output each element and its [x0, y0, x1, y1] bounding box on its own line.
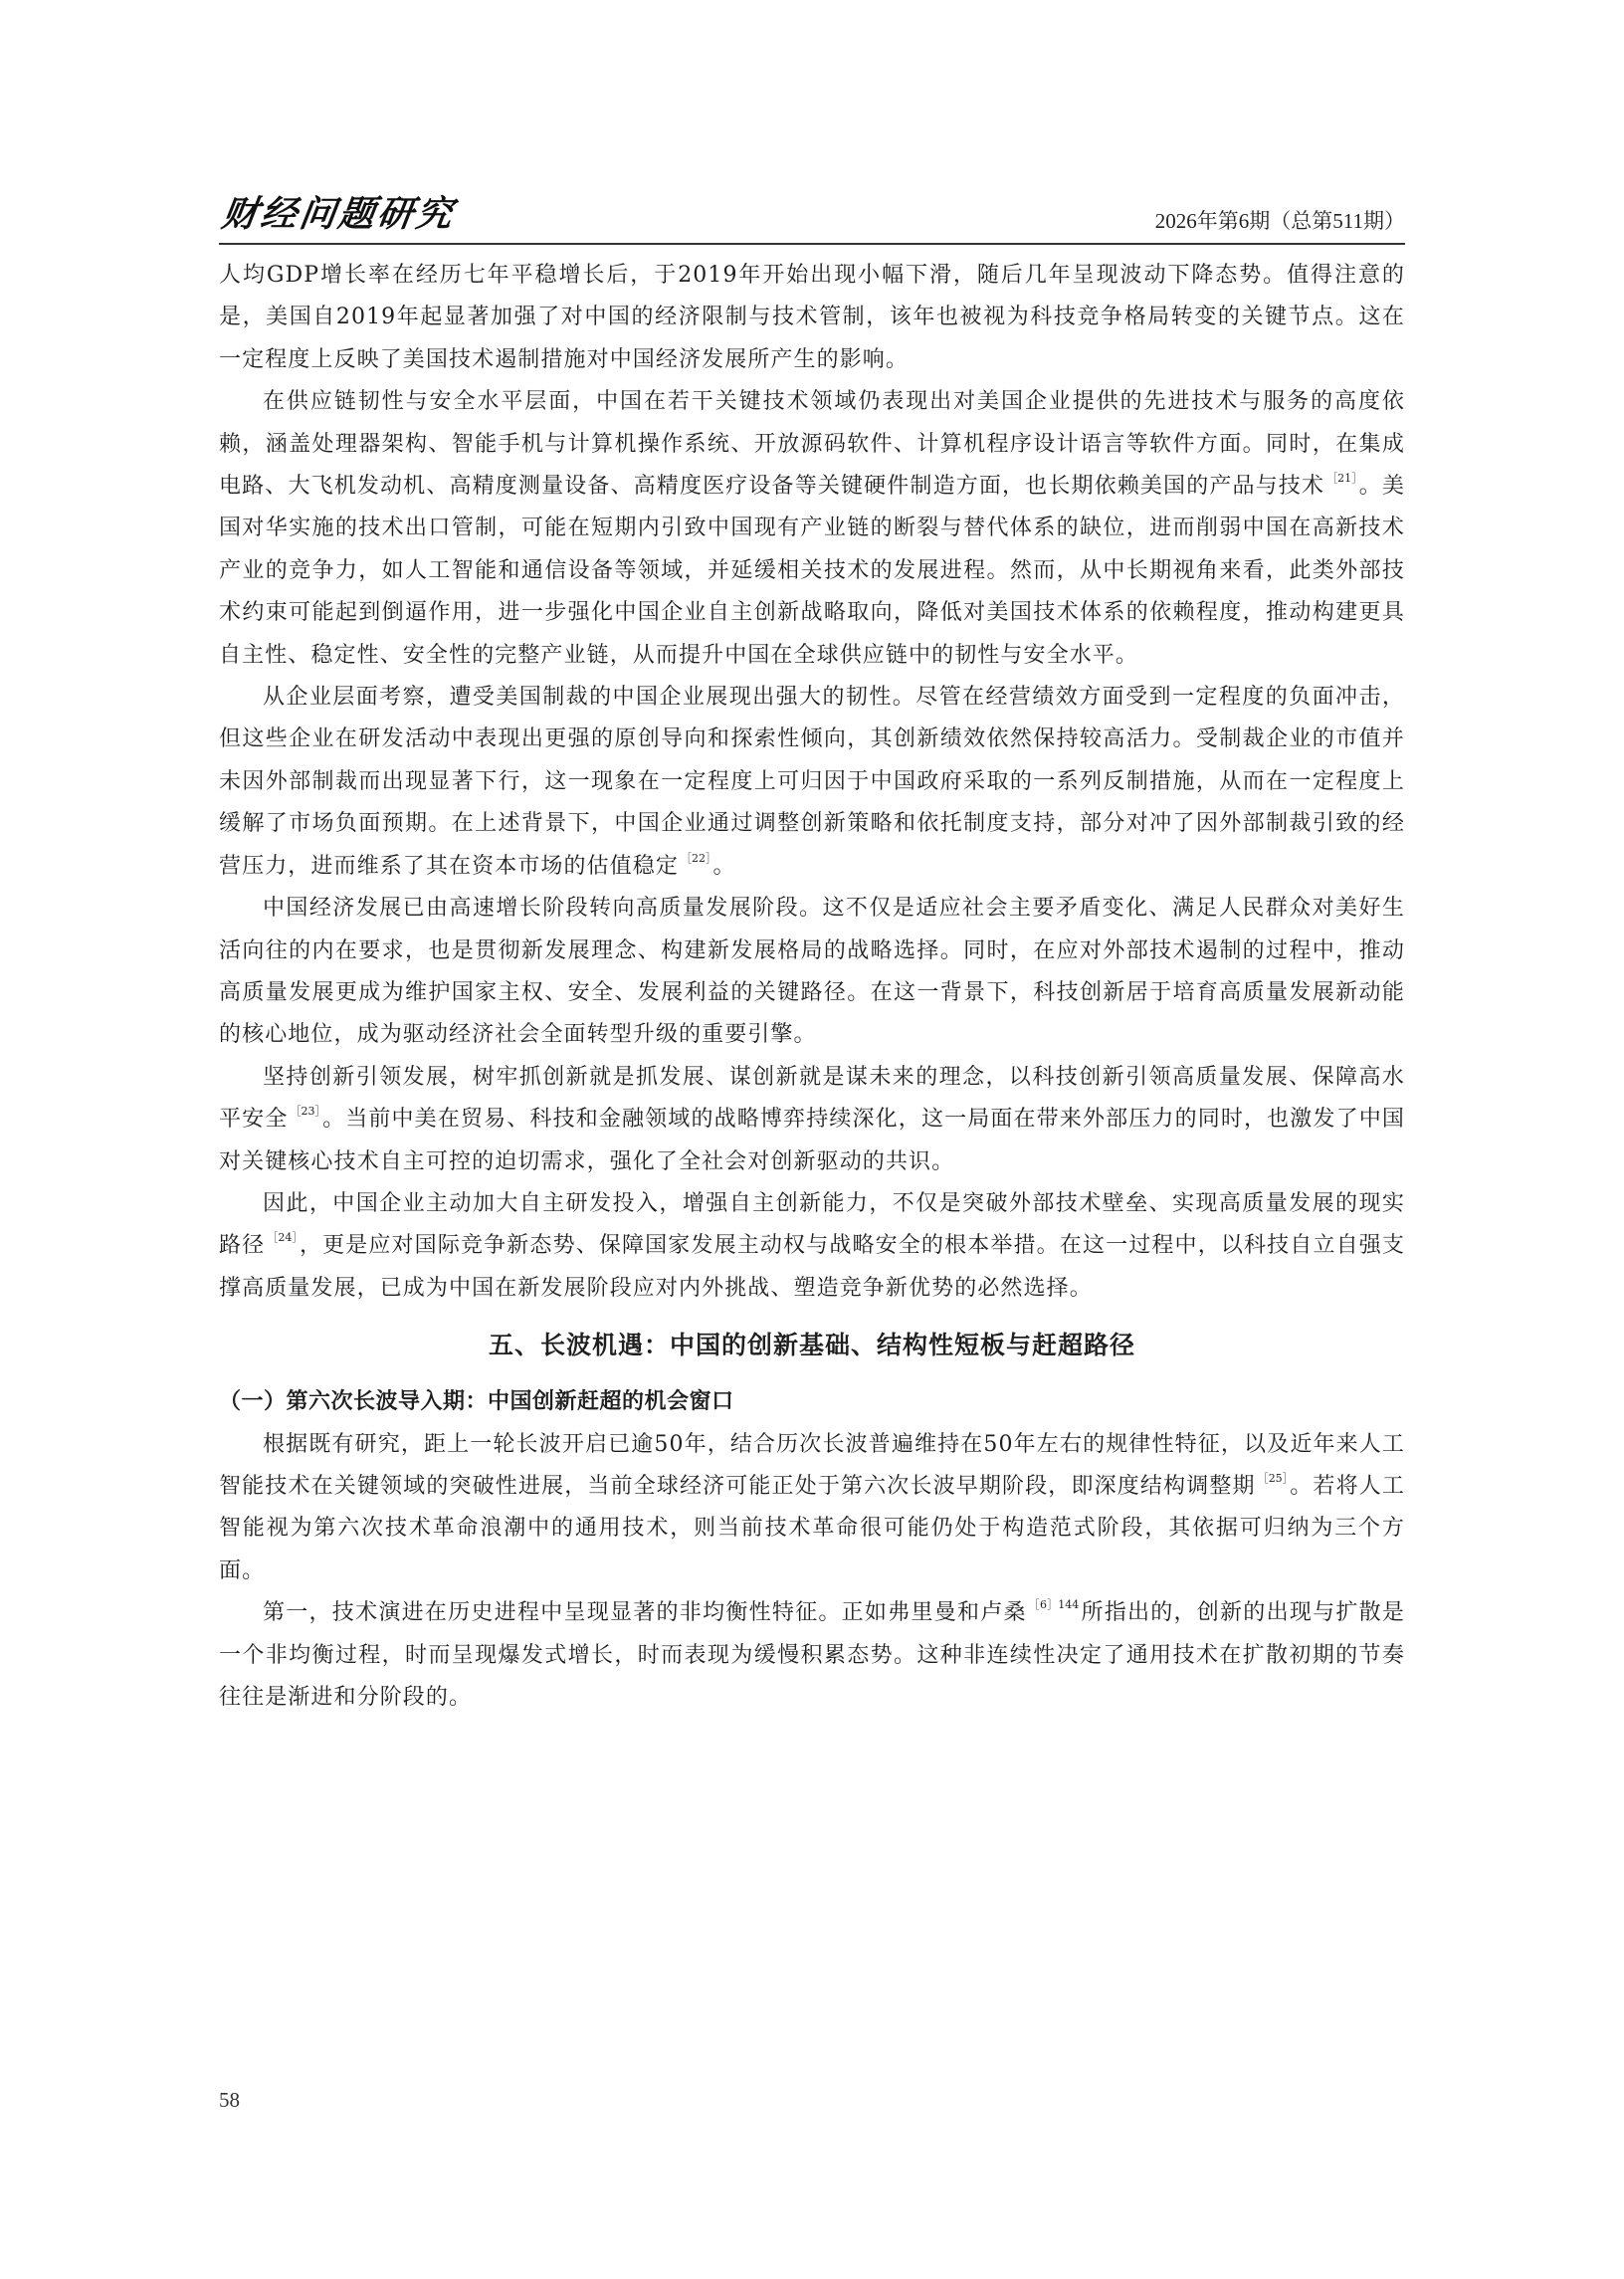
paragraph-text: 所指出的，创新的出现与扩散是一个非均衡过程，时而呈现爆发式增长，时而表现为缓慢积累态势。这种非连续性决定了通用技术在扩散初期的节奏往往是渐进和分阶段的。 [219, 1600, 1406, 1710]
paragraph-3 [219, 677, 1405, 888]
paragraph-2 [219, 381, 1405, 677]
citation-6: ［6］144 [1028, 1598, 1080, 1612]
running-header [219, 195, 1405, 243]
section-paragraph-1 [219, 1424, 1405, 1593]
citation-25: ［25］ [1257, 1471, 1289, 1485]
page-number: 58 [219, 2088, 240, 2112]
header-rule [219, 243, 1405, 245]
paragraph-text: 因此，中国企业主动加大自主研发投入，增强自主创新能力，不仅是突破外部技术壁垒、实现高质量发展的现实路径 [219, 1190, 1405, 1259]
article-body [219, 255, 1405, 1719]
paragraph-text: 坚持创新引领发展，树牢抓创新就是抓发展、谋创新就是谋未来的理念，以科技创新引领高质量发展、保障高水平安全 [219, 1064, 1405, 1133]
citation-24: ［24］ [267, 1231, 298, 1245]
paragraph-text: ，更是应对国际竞争新态势、保障国家发展主动权与战略安全的根本举措。在这一过程中，以科技自立自强支撑高质量发展，已成为中国在新发展阶段应对内外挑战、塑造竞争新优势的必然选择。 [219, 1233, 1405, 1301]
paragraph-text: 。美国对华实施的技术出口管制，可能在短期内引致中国现有产业链的断裂与替代体系的缺位，进而削弱中国在高新技术产业的竞争力，如人工智能和通信设备等领域，并延缓相关技术的发展进程。然而，从中长期视角来看，此类外部技术约束可能起到倒逼作用，进一步强化中国企业自主创新战略取向，降低对美国技术体系的依赖程度，推动构建更具自主性、稳定性、安全性的完整产业链，从而提升中国在全球供应链中的韧性与安全水平。 [219, 474, 1405, 668]
issue-info: 2026年第6期（总第511期） [1154, 209, 1405, 233]
paragraph-text: 从企业层面考察，遭受美国制裁的中国企业展现出强大的韧性。尽管在经营绩效方面受到一定程度的负面冲击，但这些企业在研发活动中表现出更强的原创导向和探索性倾向，其创新绩效依然保持较高活力。受制裁企业的市值并未因外部制裁而出现显著下行，这一现象在一定程度上可归因于中国政府采取的一系列反制措施，从而在一定程度上缓解了市场负面预期。在上述背景下，中国企业通过调整创新策略和依托制度支持，部分对冲了因外部制裁引致的经营压力，进而维系了其在资本市场的估值稳定 [219, 685, 1405, 879]
paragraph-1 [219, 255, 1405, 381]
citation-23: ［23］ [290, 1105, 321, 1119]
subsection-heading: （一）第六次长波导入期：中国创新赶超的机会窗口 [219, 1389, 734, 1415]
paragraph-text: 。 [712, 853, 736, 879]
paragraph-text: 第一，技术演进在历史进程中呈现显著的非均衡性特征。正如弗里曼和卢桑 [263, 1600, 1027, 1626]
paragraph-text: 中国经济发展已由高速增长阶段转向高质量发展阶段。这不仅是适应社会主要矛盾变化、满足人民群众对美好生活向往的内在要求，也是贯彻新发展理念、构建新发展格局的战略选择。同时，在应对外部技术遏制的过程中，推动高质量发展更成为维护国家主权、安全、发展利益的关键路径。在这一背景下，科技创新居于培育高质量发展新动能的核心地位，成为驱动经济社会全面转型升级的重要引擎。 [219, 896, 1405, 1048]
paragraph-6 [219, 1183, 1405, 1310]
citation-21: ［21］ [1326, 472, 1357, 486]
paragraph-text: 。当前中美在贸易、科技和金融领域的战略博弈持续深化，这一局面在带来外部压力的同时，也激发了中国对关键核心技术自主可控的迫切需求，强化了全社会对创新驱动的共识。 [219, 1107, 1405, 1174]
section-paragraph-2 [219, 1592, 1405, 1719]
paragraph-5 [219, 1057, 1405, 1183]
paragraph-4 [219, 888, 1405, 1057]
citation-22: ［22］ [681, 851, 711, 865]
paragraph-text: 在供应链韧性与安全水平层面，中国在若干关键技术领域仍表现出对美国企业提供的先进技术与服务的高度依赖，涵盖处理器架构、智能手机与计算机操作系统、开放源码软件、计算机程序设计语言等软件方面。同时，在集成电路、大飞机发动机、高精度测量设备、高精度医疗设备等关键硬件制造方面，也长期依赖美国的产品与技术 [219, 389, 1405, 500]
journal-logo: 财经问题研究 [219, 193, 459, 235]
paragraph-text: 。若将人工智能视为第六次技术革命浪潮中的通用技术，则当前技术革命很可能仍处于构造范式阶段，其依据可归纳为三个方面。 [219, 1473, 1405, 1583]
paragraph-text: 人均GDP增长率在经历七年平稳增长后，于2019年开始出现小幅下滑，随后几年呈现波动下降态势。值得注意的是，美国自2019年起显著加强了对中国的经济限制与技术管制，该年也被视为科技竞争格局转变的关键节点。这在一定程度上反映了美国技术遏制措施对中国经济发展所产生的影响。 [219, 263, 1405, 372]
paragraph-text: 根据既有研究，距上一轮长波开启已逾50年，结合历次长波普遍维持在50年左右的规律性特征，以及近年来人工智能技术在关键领域的突破性进展，当前全球经济可能正处于第六次长波早期阶段，即深度结构调整期 [219, 1431, 1405, 1499]
section-heading: 五、长波机遇：中国的创新基础、结构性短板与赶超路径 [488, 1331, 1135, 1360]
